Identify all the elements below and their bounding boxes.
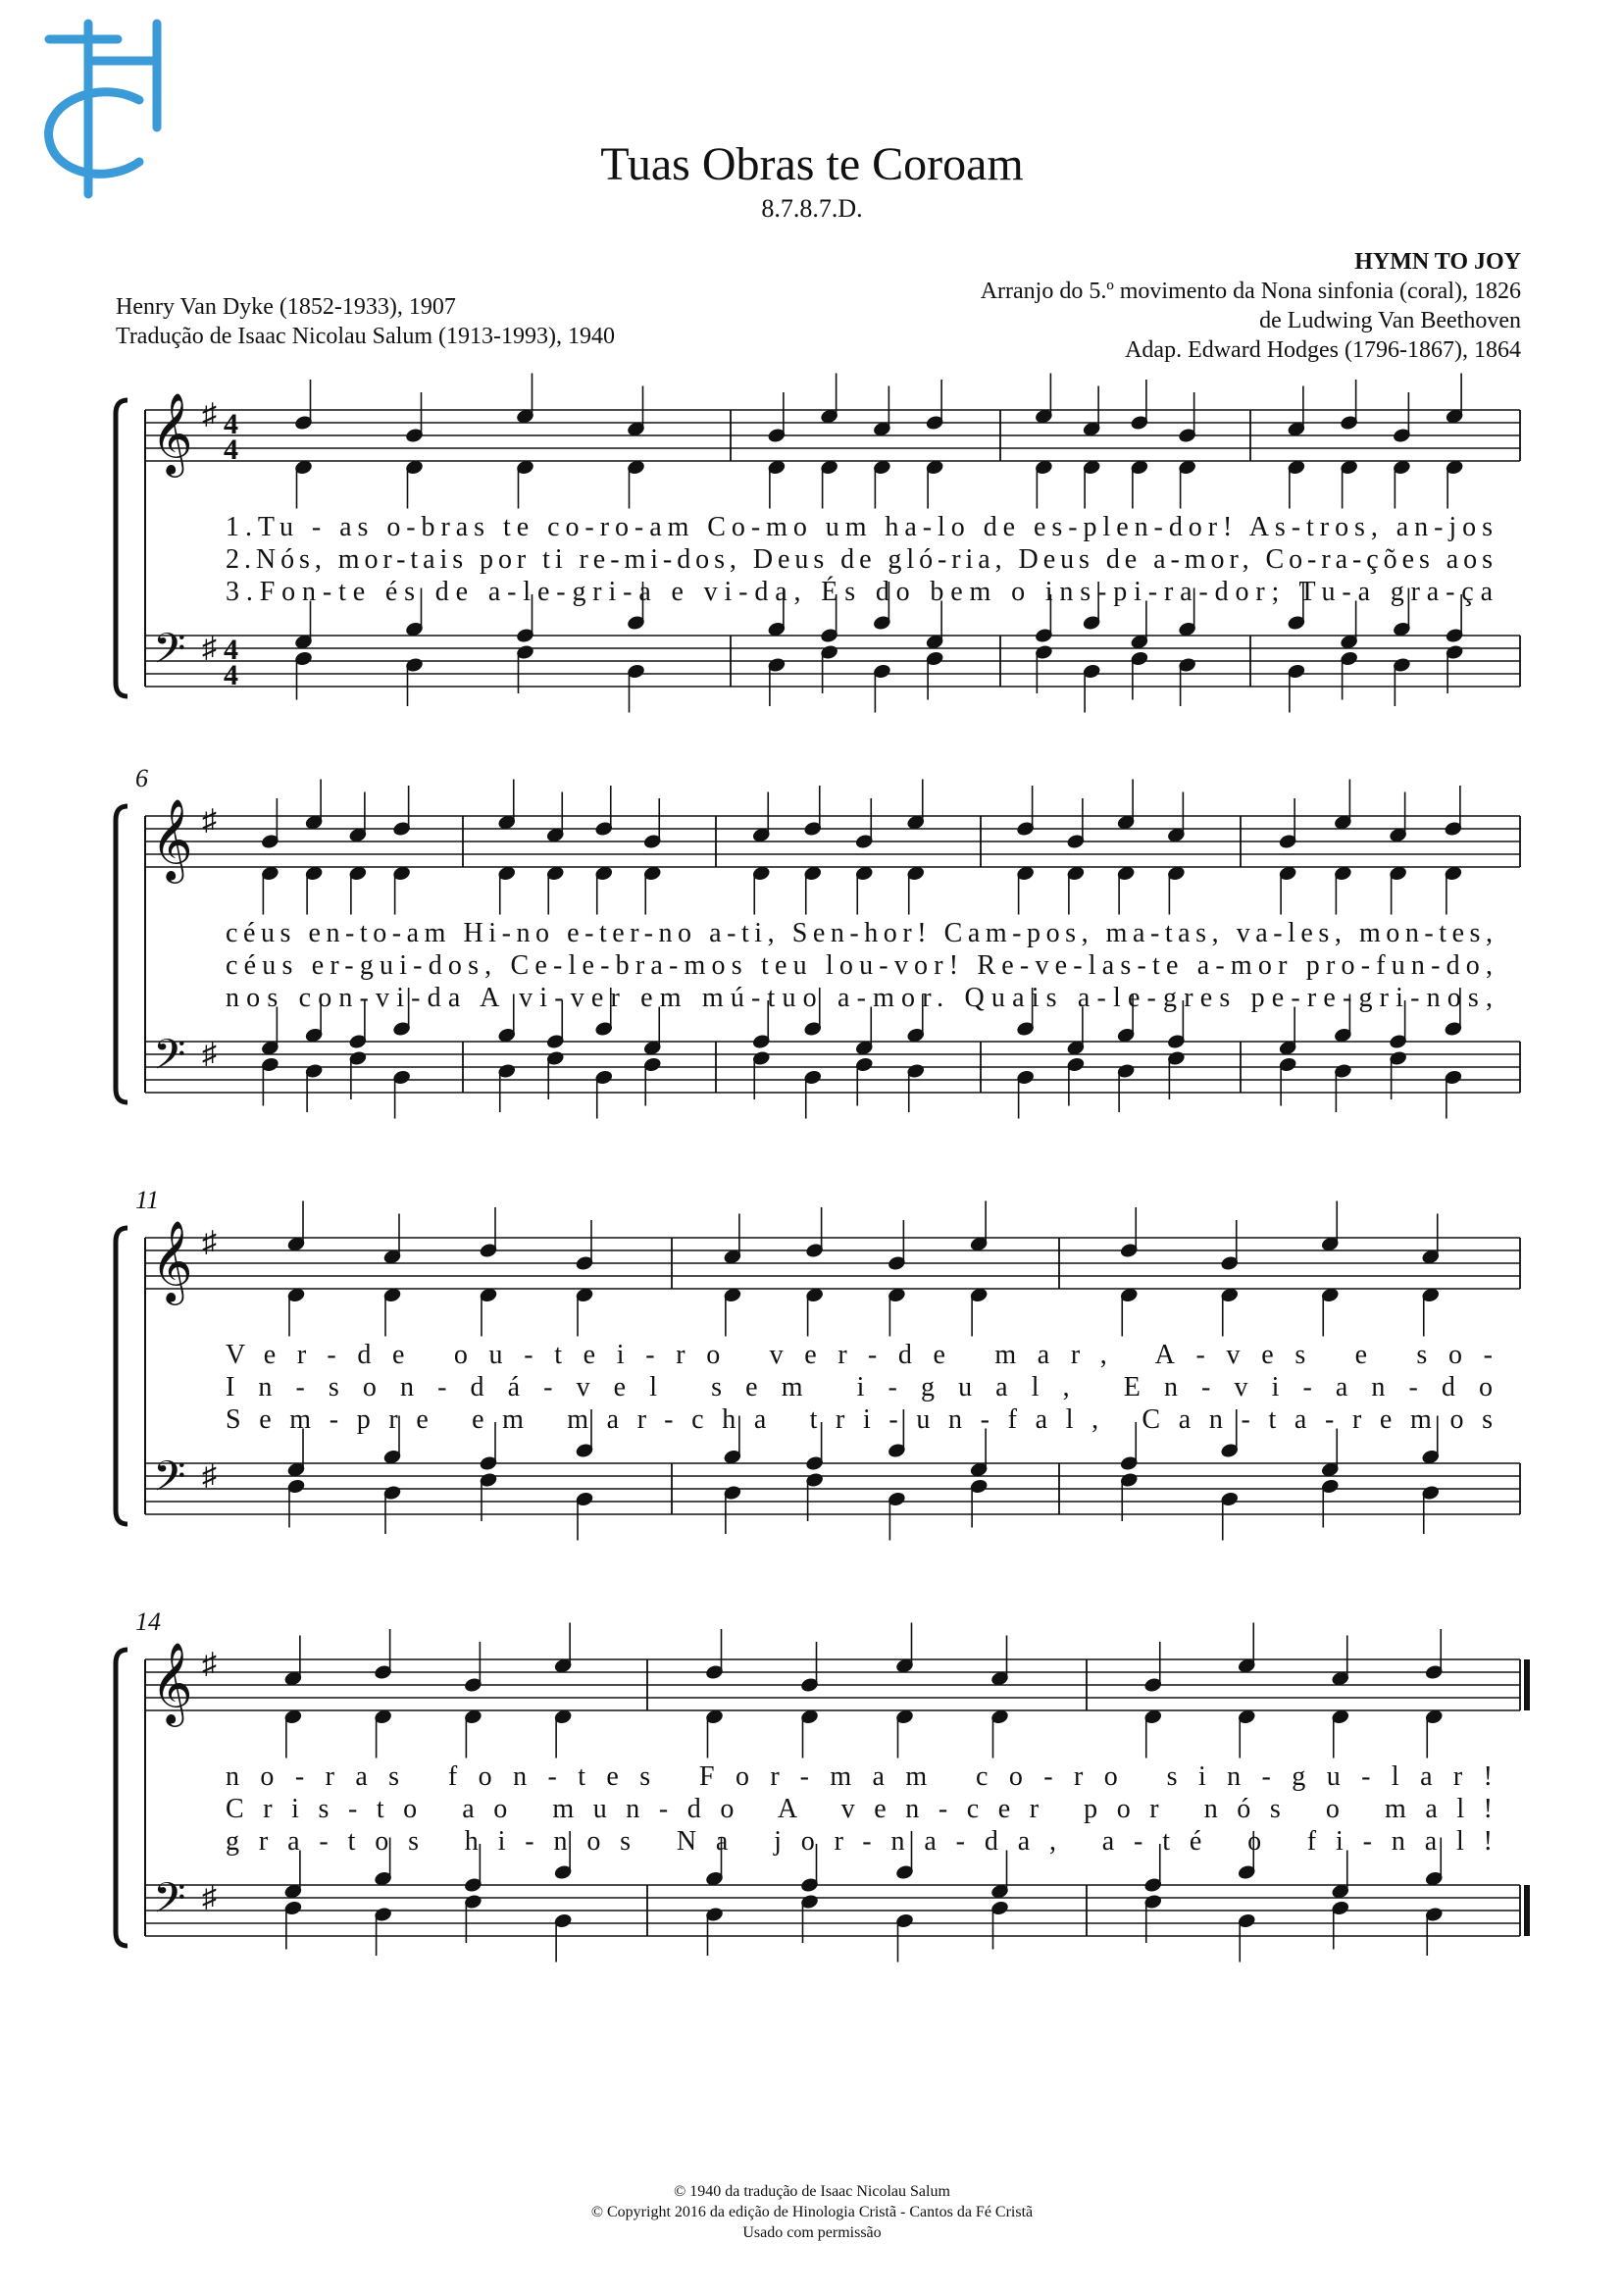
author-credit: Henry Van Dyke (1852-1933), 1907 (116, 294, 456, 320)
lyric-line: no-ras fon-tes For-mam co-ro sin-gu-lar! (226, 1761, 1493, 1792)
composer-credit: de Ludwing Van Beethoven (1259, 308, 1521, 333)
treble-clef-icon: 𝄞 (151, 391, 193, 474)
lyric-line: Sem-pre em mar-cha tri-un-fal, Can-ta-remos (226, 1404, 1494, 1435)
lyric-line: Cris-to ao mun-do A ven-cer por nós o mal! (226, 1794, 1493, 1824)
bass-clef-icon: 𝄢 (153, 625, 186, 684)
key-signature-sharp-icon: ♯ (202, 1226, 217, 1258)
arrangement-credit: Arranjo do 5.º movimento da Nona sinfonia (coral), 1826 (980, 279, 1521, 304)
key-signature-sharp-icon: ♯ (202, 804, 217, 837)
treble-clef-icon: 𝄞 (151, 1641, 193, 1723)
key-signature-sharp-icon: ♯ (202, 1648, 217, 1680)
translator-credit: Tradução de Isaac Nicolau Salum (1913-1993), 1940 (116, 324, 615, 349)
lyric-line: 1.Tu - as o-bras te co-ro-am Co-mo um ha-lo de es-plen-dor! As-tros, an-jos (226, 512, 1493, 542)
key-signature-sharp-icon: ♯ (202, 1459, 217, 1492)
lyric-line: Ver-de ou-tei-ro ver-de mar, A-ves e so- (226, 1340, 1493, 1370)
measure-number: 6 (135, 764, 148, 792)
tune-name: HYMN TO JOY (1354, 249, 1521, 275)
page-title: Tuas Obras te Coroam (600, 138, 1024, 190)
system-bracket (116, 1650, 127, 1946)
lyric-line: 3.Fon-te és de a-le-gri-a e vi-da, És do bem o ins-pi-ra-dor; Tu-a gra-ça (226, 577, 1494, 607)
score-system (116, 374, 1520, 713)
system-bracket (116, 1228, 127, 1524)
bass-clef-icon: 𝄢 (153, 1453, 186, 1511)
key-signature-sharp-icon: ♯ (202, 1881, 217, 1913)
treble-clef-icon: 𝄞 (151, 1219, 193, 1301)
key-signature-sharp-icon: ♯ (202, 632, 217, 664)
time-signature: 4 (224, 634, 238, 666)
hymn-meter: 8.7.8.7.D. (761, 194, 863, 223)
lyric-line: In-son-dá-vel sem i-gual, En-vi-an-do (226, 1372, 1494, 1402)
time-signature: 4 (224, 659, 238, 691)
score-system (116, 1607, 1530, 1963)
treble-clef-icon: 𝄞 (151, 797, 193, 880)
bass-clef-icon: 𝄢 (153, 1874, 186, 1933)
copyright-footer (0, 2181, 1624, 2243)
adaptation-credit: Adap. Edward Hodges (1796-1867), 1864 (1125, 337, 1521, 363)
system-bracket (116, 400, 127, 696)
score-system (116, 764, 1520, 1119)
lyric-line: nos con-vi-da A vi-ver em mú-tuo a-mor. Quais a-le-gres pe-re-gri-nos, (226, 983, 1493, 1013)
lyric-line: céus er-gui-dos, Ce-le-bra-mos teu lou-vor! Re-ve-las-te a-mor pro-fun-do, (226, 950, 1493, 981)
system-bracket (116, 806, 127, 1102)
key-signature-sharp-icon: ♯ (202, 398, 217, 431)
lyric-line: céus en-to-am Hi-no e-ter-no a-ti, Sen-hor! Cam-pos, ma-tas, va-les, mon-tes, (226, 918, 1493, 948)
time-signature: 4 (224, 408, 238, 440)
measure-number: 11 (135, 1186, 160, 1214)
bass-clef-icon: 𝄢 (153, 1031, 186, 1090)
lyric-line: gra-tos hi-nos Na jor-na-da, a-té o fi-nal! (226, 1826, 1493, 1857)
measure-number: 14 (135, 1607, 161, 1636)
time-signature: 4 (224, 433, 238, 466)
edition-copyright: © Copyright 2016 da edição de Hinologia Cristã - Cantos da Fé Cristã (590, 2204, 1034, 2220)
score-system (116, 1186, 1520, 1541)
lyric-line: 2.Nós, mor-tais por ti re-mi-dos, Deus de gló-ria, Deus de a-mor, Co-ra-ções aos (226, 544, 1493, 575)
permission-note: Usado com permissão (742, 2224, 882, 2241)
key-signature-sharp-icon: ♯ (202, 1038, 217, 1070)
translation-copyright: © 1940 da tradução de Isaac Nicolau Salum (674, 2183, 950, 2200)
